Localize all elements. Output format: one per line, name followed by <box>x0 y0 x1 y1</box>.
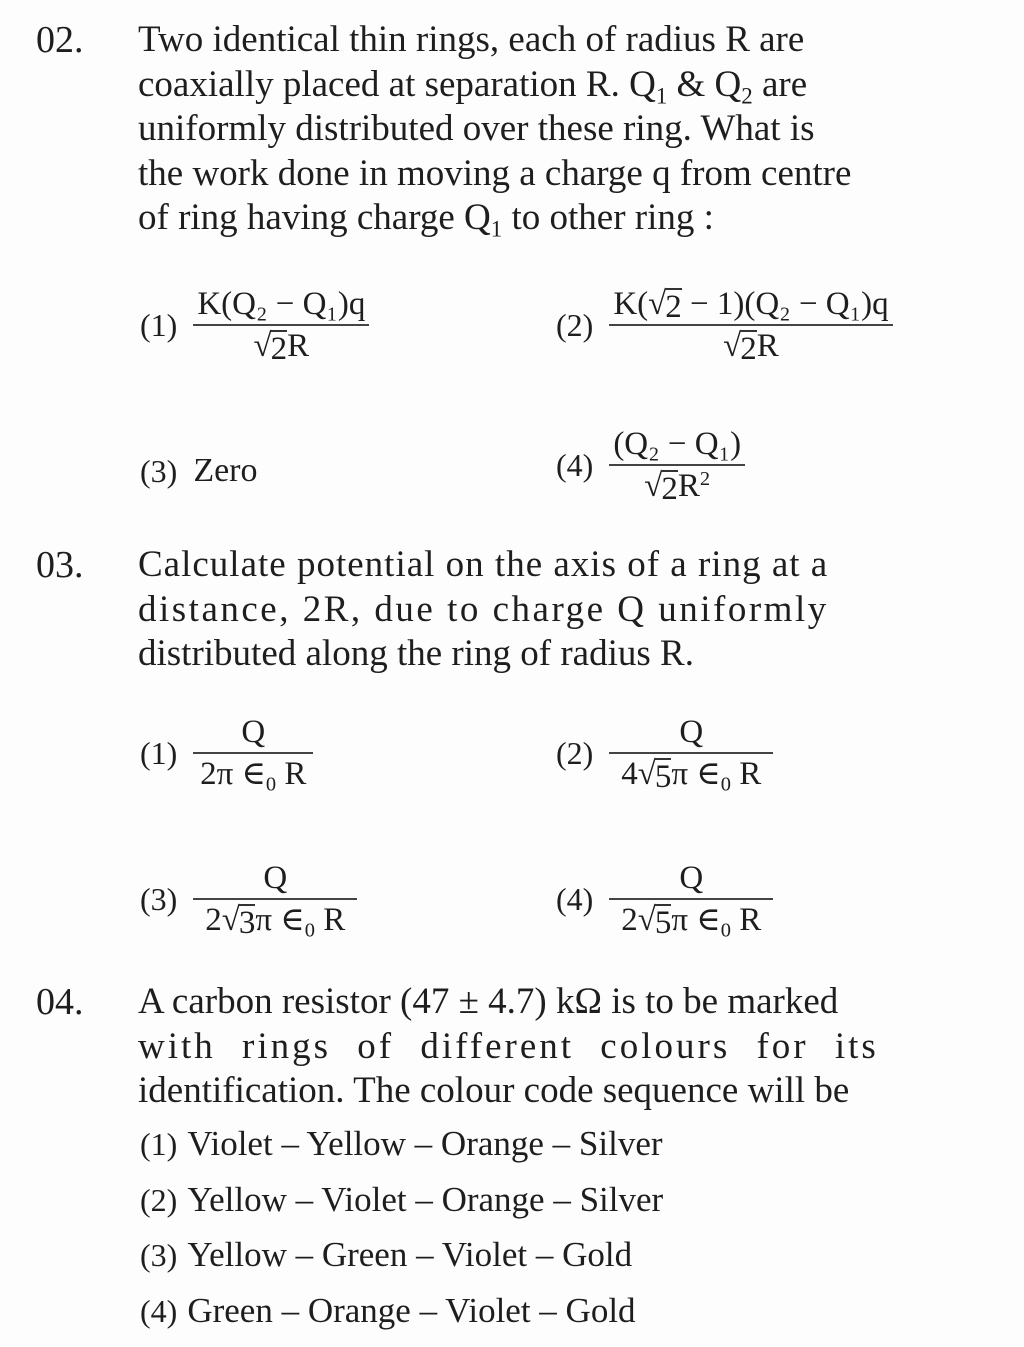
option-label: (2) <box>556 306 594 343</box>
option-label: (4) <box>556 880 594 917</box>
question-03 <box>36 543 998 677</box>
option-label: (4) <box>140 1293 178 1329</box>
option-label: (4) <box>556 446 594 483</box>
numerator: Q <box>609 712 773 754</box>
option-text: Green – Orange – Violet – Gold <box>187 1291 636 1330</box>
question-text <box>138 18 998 241</box>
numerator: Q <box>609 858 773 900</box>
question-line: the work done in moving a charge q from centre <box>138 152 852 194</box>
sqrt-symbol: √ 2 <box>723 328 757 367</box>
sqrt-symbol: √ 2 <box>253 328 288 367</box>
question-number: 02. <box>36 19 84 61</box>
question-line: uniformly distributed over these ring. What is <box>138 108 815 149</box>
question-text <box>138 543 998 677</box>
question-line: Two identical thin rings, each of radius R are <box>138 19 805 60</box>
option-1[interactable] <box>140 712 313 794</box>
numerator: K( √ 2 − 1)(Q₂ − Q₁)q <box>609 284 892 326</box>
question-line: with rings of different colours for its <box>138 1025 879 1067</box>
option-label: (2) <box>140 1182 178 1218</box>
denominator: 4 √ 5 π $\in_0$ R <box>621 756 762 796</box>
sqrt-symbol: √ 2 <box>648 286 682 325</box>
question-line: Calculate potential on the axis of a ring at a <box>138 544 829 585</box>
option-2[interactable] <box>556 712 773 794</box>
option-3[interactable] <box>140 452 258 490</box>
option-4[interactable] <box>556 858 773 940</box>
option-label: (1) <box>140 306 178 343</box>
denominator: √ 2 $R^2$ <box>644 467 711 507</box>
denominator: 2π $\in_0$ R <box>200 756 307 796</box>
denominator: 2 √ 3 π $\in_0$ R <box>205 902 346 942</box>
fraction <box>609 424 745 506</box>
numerator: K(Q₂ − Q₁)q <box>193 284 369 326</box>
option-2[interactable] <box>556 284 893 366</box>
option-1[interactable] <box>140 1122 663 1166</box>
option-3[interactable] <box>140 858 357 940</box>
option-4[interactable] <box>556 424 745 506</box>
fraction <box>609 858 773 940</box>
fraction <box>193 712 313 794</box>
question-line: identification. The colour code sequence will be <box>138 1070 850 1111</box>
fraction <box>193 858 357 940</box>
question-line: distance, 2R, due to charge Q uniformly <box>138 588 829 630</box>
option-label: (1) <box>140 1126 178 1162</box>
option-label: (3) <box>140 1237 178 1273</box>
denominator: 2 √ 5 π $\in_0$ R <box>621 902 762 942</box>
sqrt-symbol: √ 5 <box>637 756 672 795</box>
sqrt-symbol: √ 5 <box>637 902 672 941</box>
question-02 <box>36 18 998 241</box>
fraction <box>609 712 773 794</box>
fraction <box>193 284 369 366</box>
option-text: Yellow – Green – Violet – Gold <box>187 1235 633 1274</box>
numerator: Q <box>193 712 313 754</box>
option-text: Yellow – Violet – Orange – Silver <box>187 1180 664 1219</box>
numerator: Q <box>193 858 357 900</box>
question-04 <box>36 980 998 1114</box>
option-2[interactable] <box>140 1178 663 1222</box>
option-label: (1) <box>140 734 178 771</box>
question-number: 04. <box>36 981 84 1023</box>
question-line: distributed along the ring of radius R. <box>138 633 694 674</box>
option-4[interactable] <box>140 1289 636 1333</box>
option-label: (2) <box>556 734 594 771</box>
denominator: √ 2 R <box>723 328 779 367</box>
question-line: of ring having charge $Q_1$ to other ring : <box>138 197 714 242</box>
question-line: A carbon resistor (47 ± 4.7) kΩ is to be marked <box>138 981 839 1022</box>
sqrt-symbol: √ 2 <box>644 468 678 507</box>
sqrt-symbol: √ 3 <box>221 902 256 941</box>
question-line: coaxially placed at separation R. $Q_1$ & $Q_2$ are <box>138 63 808 108</box>
option-label: (3) <box>140 452 178 489</box>
fraction <box>609 284 892 366</box>
option-label: (3) <box>140 880 178 917</box>
option-text: Violet – Yellow – Orange – Silver <box>187 1124 663 1163</box>
option-1[interactable] <box>140 284 369 366</box>
denominator: √ 2 R <box>253 328 310 367</box>
option-text: Zero <box>193 452 258 489</box>
question-number: 03. <box>36 544 84 586</box>
option-3[interactable] <box>140 1233 632 1277</box>
numerator: (Q₂ − Q₁) <box>609 424 745 466</box>
question-text <box>138 980 998 1114</box>
